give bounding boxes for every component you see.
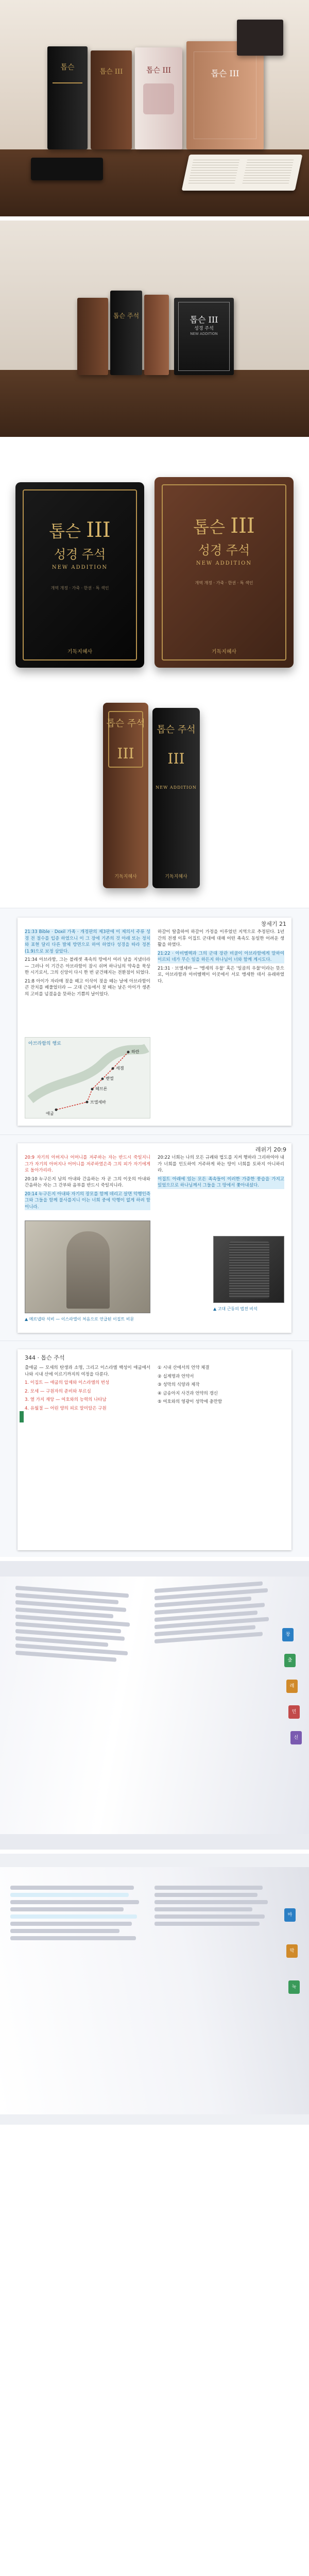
open-bible [182,155,303,191]
thumb-tab [20,1411,24,1422]
spine-label: 톱슨 주석 [113,312,140,319]
paragraph: 21:31 · 브엘세바 — '맹세의 우물' 혹은 '일곱의 우물'이라는 뜻으로, 아브라함과 아비멜렉이 이곳에서 서로 맹세한 데서 유래하였다. [158,965,284,984]
small-box-front [174,298,234,375]
outline-item: ③ 성막의 식양과 제작 [158,1382,200,1387]
paragraph: 20:10 누구든지 남의 아내와 간음하는 자 곧 그의 이웃의 아내와 간음하는 자는 그 간부와 음부를 반드시 죽일지니라. [25,1176,150,1188]
brown-cover [154,477,294,668]
outline-item: 3. 열 가지 재앙 — 여호와의 능력의 나타남 [25,1397,107,1402]
page-title: 344 · 톱슨 주석 [25,1354,65,1361]
box-title: 톱슨 III [211,69,239,78]
cover-subtitle: 성경 주석 [54,547,106,562]
cover-publisher: 기독지혜사 [67,649,93,655]
outline-item: 2. 모세 — 구원자의 준비와 부르심 [25,1388,91,1394]
cover-emblem [143,83,174,114]
black-spine-title: 톱슨 주석 [157,724,196,735]
spine-title-brown: 톱슨 III [99,68,123,76]
small-box-subtitle: 성경 주석 [194,326,214,331]
small-box-edition: NEW ADDITION [190,332,218,336]
cover-title-volume: III [86,518,111,542]
small-dark-box [237,20,283,56]
index-tab[interactable]: 민 [288,1705,300,1719]
cover-title-korean-brown: 톱슨 [193,517,226,537]
right-page-text [154,1883,273,2099]
open-bible-closeup [0,1867,309,2114]
paragraph: 20:9 자기의 아버지나 어머니를 저주하는 자는 반드시 죽일지니 그가 자기의 아버지나 어머니를 저주하였은즉 그의 피가 자기에게로 돌아가리라. [25,1155,150,1173]
hero-lineup-photo [0,0,309,216]
page-left-column [25,929,150,1032]
black-spine-standing [152,708,200,888]
cover-subtitle-brown: 성경 주석 [198,543,250,557]
paragraph: 21:34 아브라함, 그는 블레셋 족속의 땅에서 여러 날을 지냈더라 — 그러나 이 기간은 아브라함이 잠시 쉬며 하나님의 약속을 묵상한 시기로서, 그의 신앙이 다시 한 번 굳건해지는 전환점이 되었다. [25,957,150,975]
spine-brown [77,298,108,375]
small-box-title: 톱슨 III [190,315,218,325]
black-spine-edition: NEW ADDITION [156,785,197,790]
brown-spine-standing [103,703,148,888]
map-place: 애굽 [46,1111,54,1116]
white-bible-box [135,47,182,149]
table-top [0,370,309,437]
cover-title-volume-brown: III [230,514,255,538]
two-covers-photo [0,441,309,683]
index-tab[interactable]: 출 [284,1654,296,1667]
black-spine-volume: III [167,750,185,767]
paragraph: 하갈이 탈출하여 하갈이 가정을 이루었던 지역으로 추정된다. 1년 간의 전쟁 이후 이집트 군대에 대해 어떤 족속도 동일한 어려운 생활을 하였다. [158,929,284,947]
standing-spine-title: 톱슨 주석 [106,718,145,729]
tan-bible-box [186,41,264,149]
index-tab[interactable]: 창 [282,1628,294,1641]
right-page-text [154,1578,273,1823]
spine-title: 톱슨 [60,63,75,72]
spines-on-table-photo [0,221,309,437]
page-sheet [18,1349,291,1550]
map-place: 벧엘 [106,1076,114,1081]
index-tab[interactable]: 막 [286,1944,298,1958]
page-preview-outline [0,1341,309,1557]
outline-item: ① 시내 산에서의 언약 체결 [158,1365,210,1370]
closeup-spread-1 [0,1561,309,1850]
cover-title-korean: 톱슨 [49,521,81,541]
paragraph: 21:33 Bible · Doxil 가족 · 개정판의 제3판에 이 제의서 주류 성경 전 절수를 입증 하였으니 이 그 장에 기존의 것 아래 또는 정치와 표현 달리 다른 발체 방면으로 하여 하였다 성경을 따라 정본(1.9)으로 보정 삼았다. [25,929,150,954]
index-tab[interactable]: 레 [286,1680,298,1693]
page-left-column [25,1155,150,1216]
box-border [178,302,230,371]
page-preview-genesis [0,908,309,1134]
outline-item: ② 십계명과 언약서 [158,1374,194,1379]
closeup-spread-2 [0,1854,309,2125]
outline-item: ④ 금송아지 사건과 언약의 갱신 [158,1391,218,1396]
cover-publisher-brown: 기독지혜사 [211,649,237,655]
black-spine-publisher: 기독지혜사 [165,874,187,879]
page-header: 창세기 21 [261,921,286,927]
page-left-column [25,1365,150,1545]
spine-title-white: 톱슨 III [146,66,171,75]
paragraph: 20:14 누구든지 아내와 자기의 장모를 함께 데리고 살면 악행인즉 그와 그들을 함께 불사를지니 이는 너희 중에 악행이 없게 하려 함이니라. [25,1191,150,1210]
spine-black-tall [110,291,142,375]
page-sheet [18,918,291,1126]
paragraph: 21:22 · 아비멜렉과 그의 군대 장관 비골이 아브라함에게 말하여 이르되 네가 무슨 일을 하든지 하나님이 너와 함께 계시도다. [158,951,284,962]
spine-brown-2 [144,295,169,375]
cover-frame [23,489,137,660]
cover-title [15,518,144,542]
index-tab[interactable]: 눅 [288,1980,300,1994]
standing-spines-photo [0,687,309,904]
map-place: 하란 [131,1049,140,1054]
box-frame [194,52,256,139]
page-sheet [18,1143,291,1333]
artifact-shape [229,1242,269,1298]
paragraph: 이집트 아래에 있는 모든 족속들이 이러한 가증한 풍습을 가지고 있었으므로 하나님께서 그들을 그 땅에서 쫓아내셨다. [158,1176,284,1188]
paragraph: 20:22 너희는 나의 모든 규례와 법도를 지켜 행하라 그리하여야 내가 너희를 인도하여 거주하게 하는 땅이 너희를 토하지 아니하리라. [158,1155,284,1173]
cover-publisher-line-brown: 개역 개정 · 가죽 · 한권 · 특 색인 [195,581,253,585]
page-preview-leviticus [0,1134,309,1341]
map-place: 세겜 [116,1066,124,1071]
left-page-text [10,1883,144,2099]
index-tab[interactable]: 신 [290,1731,302,1744]
outline-item: ⑤ 여호와의 영광이 성막에 충만함 [158,1399,222,1404]
page-right-column [158,929,284,1120]
outline-item: 4. 유월절 — 어린 양의 피로 말미암은 구원 [25,1405,107,1411]
artifact-photo [213,1236,284,1303]
outline-item: 1. 이집트 — 애굽의 압제와 이스라엘의 번성 [25,1380,110,1385]
standing-spine-publisher: 기독지혜사 [114,874,137,879]
map-place: 헤브론 [95,1087,108,1091]
map-title: 아브라함의 행로 [28,1041,61,1046]
stele-shape [66,1231,110,1309]
open-bible-closeup [0,1577,309,1834]
cover-title-brown [154,514,294,538]
left-page-text [15,1583,134,1828]
route-map [25,1037,150,1118]
paragraph: 21:8 아이가 자라매 젖을 떼고 이삭이 젖을 떼는 날에 아브라함이 큰 잔치를 베풀었더라 — 고대 근동에서 젖 떼는 날은 아이가 생존의 고비를 넘겼음을 뜻하는 기쁨의 날이었다. [25,978,150,997]
cover-edition-brown: NEW ADDITION [196,561,252,566]
index-tab[interactable]: 마 [284,1908,296,1922]
paragraph: 출애굽 — 모세의 탄생과 소명, 그리고 이스라엘 백성이 애굽에서 나와 시내 산에 이르기까지의 여정을 다룬다. [25,1365,150,1377]
spine-rule [53,82,82,83]
black-cover [15,482,144,668]
cover-frame-brown [162,484,286,660]
photo-caption: ▲ 고대 근동의 법전 비석 [213,1307,258,1311]
cover-edition: NEW ADDITION [52,565,108,570]
black-bible-box [47,46,88,149]
page-right-column [158,1155,284,1232]
page-header: 레위기 20:9 [255,1146,286,1153]
stele-photo [25,1221,150,1313]
cover-publisher-line: 개역 개정 · 가죽 · 한권 · 특 색인 [50,586,109,590]
black-bible-lying [31,158,103,180]
photo-caption: ▲ 메르넵타 석비 — 이스라엘이 처음으로 언급된 이집트 비문 [25,1317,134,1321]
standing-spine-volume: III [117,745,134,762]
brown-bible-box [91,50,132,149]
page-right-column [158,1365,284,1545]
map-place: 브엘세바 [90,1100,106,1105]
